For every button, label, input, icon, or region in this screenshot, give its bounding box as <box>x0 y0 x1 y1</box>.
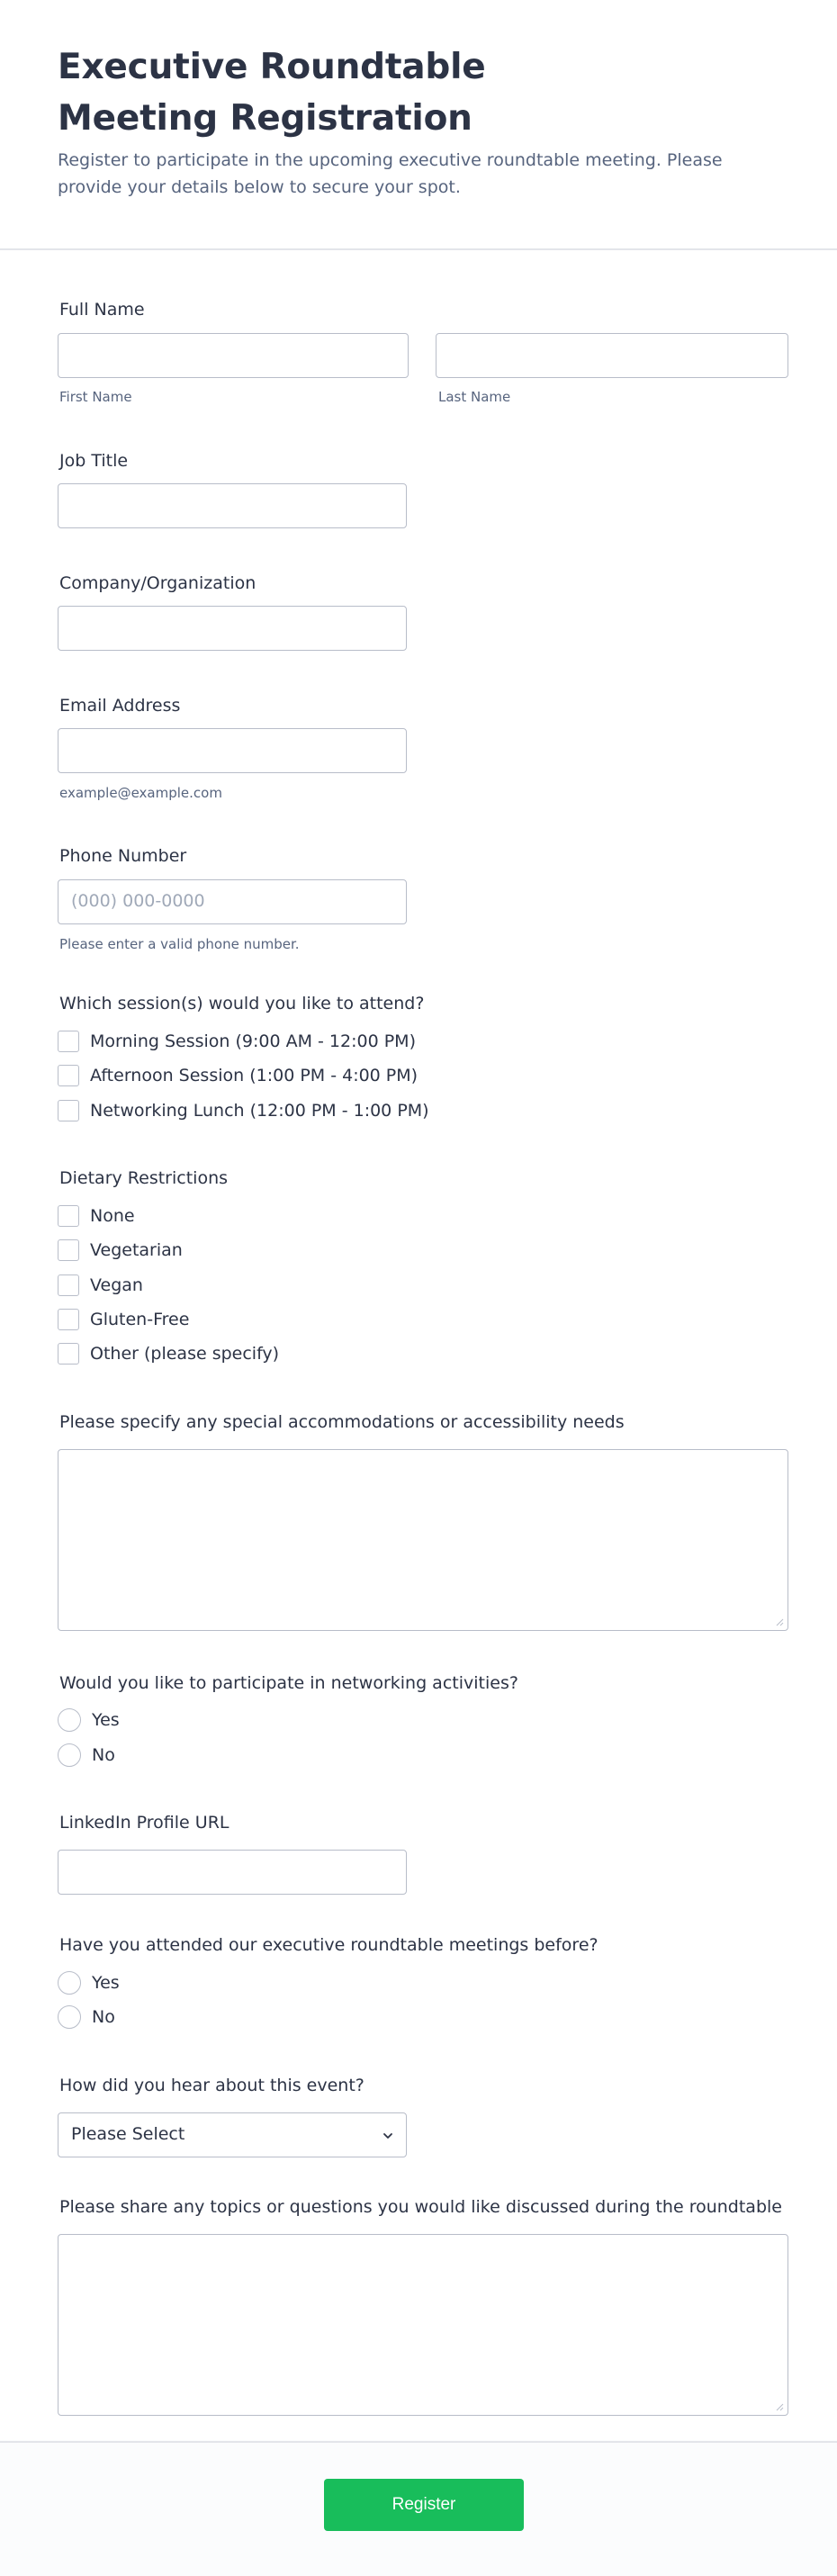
email-label: Email Address <box>59 696 181 716</box>
accommodations-label: Please specify any special accommodations or accessibility needs <box>59 1412 625 1432</box>
radio-button[interactable] <box>58 1743 81 1767</box>
email-input[interactable] <box>58 728 407 773</box>
accommodations-textarea[interactable] <box>58 1449 788 1631</box>
job-title-label: Job Title <box>59 451 129 471</box>
radio-button[interactable] <box>58 2005 81 2029</box>
first-name-input[interactable] <box>58 333 409 378</box>
page-title: Executive Roundtable Meeting Registration <box>58 47 486 139</box>
company-label: Company/Organization <box>59 573 256 593</box>
phone-sublabel: Please enter a valid phone number. <box>59 936 300 952</box>
dietary-option-label: Vegetarian <box>90 1240 183 1260</box>
networking-label: Would you like to participate in networking activities? <box>59 1673 518 1693</box>
dietary-option[interactable] <box>58 1308 189 1331</box>
dietary-option[interactable] <box>58 1274 143 1297</box>
networking-option-no[interactable] <box>58 1743 115 1767</box>
checkbox[interactable] <box>58 1065 79 1086</box>
checkbox[interactable] <box>58 1239 79 1261</box>
resize-grip-icon[interactable] <box>775 2402 784 2411</box>
checkbox[interactable] <box>58 1205 79 1227</box>
session-option-label: Morning Session (9:00 AM - 12:00 PM) <box>90 1031 416 1051</box>
register-button[interactable]: Register <box>324 2479 524 2531</box>
heard-select-value: Please Select <box>71 2124 185 2144</box>
sessions-label: Which session(s) would you like to attend? <box>59 994 425 1013</box>
checkbox[interactable] <box>58 1309 79 1330</box>
phone-placeholder: (000) 000-0000 <box>71 891 205 911</box>
dietary-option[interactable] <box>58 1342 279 1365</box>
phone-label: Phone Number <box>59 846 187 866</box>
linkedin-label: LinkedIn Profile URL <box>59 1813 230 1833</box>
job-title-input[interactable] <box>58 483 407 528</box>
session-option-label: Networking Lunch (12:00 PM - 1:00 PM) <box>90 1101 429 1121</box>
heard-select[interactable] <box>58 2112 407 2157</box>
dietary-option-label: Gluten-Free <box>90 1310 190 1329</box>
last-name-input[interactable] <box>436 333 788 378</box>
linkedin-input[interactable] <box>58 1850 407 1895</box>
checkbox[interactable] <box>58 1274 79 1296</box>
form-header <box>0 0 837 250</box>
attended-option-yes[interactable] <box>58 1971 120 1995</box>
dietary-option[interactable] <box>58 1204 135 1228</box>
dietary-option[interactable] <box>58 1238 183 1262</box>
session-option[interactable] <box>58 1064 418 1087</box>
resize-grip-icon[interactable] <box>775 1617 784 1626</box>
topics-textarea[interactable] <box>58 2234 788 2416</box>
registration-form <box>0 250 837 2440</box>
chevron-down-icon <box>379 2127 397 2145</box>
session-option[interactable] <box>58 1030 416 1053</box>
attended-option-label: No <box>92 2007 115 2027</box>
attended-label: Have you attended our executive roundtable meetings before? <box>59 1935 598 1955</box>
dietary-option-label: Vegan <box>90 1275 143 1295</box>
email-sublabel: example@example.com <box>59 785 222 801</box>
session-option-label: Afternoon Session (1:00 PM - 4:00 PM) <box>90 1066 418 1085</box>
dietary-label: Dietary Restrictions <box>59 1168 229 1188</box>
attended-option-label: Yes <box>92 1973 120 1993</box>
company-input[interactable] <box>58 606 407 651</box>
full-name-label: Full Name <box>59 300 145 320</box>
phone-input[interactable] <box>58 879 407 924</box>
topics-label: Please share any topics or questions you would like discussed during the roundtable <box>59 2197 782 2217</box>
dietary-option-label: None <box>90 1206 135 1226</box>
radio-button[interactable] <box>58 1708 81 1732</box>
networking-option-yes[interactable] <box>58 1708 120 1732</box>
page-subtitle: Register to participate in the upcoming executive roundtable meeting. Please provide your details below to secure your spot. <box>58 150 723 197</box>
networking-option-label: No <box>92 1745 115 1765</box>
checkbox[interactable] <box>58 1343 79 1365</box>
first-name-sublabel: First Name <box>59 389 132 405</box>
form-footer <box>0 2441 837 2576</box>
networking-option-label: Yes <box>92 1710 120 1730</box>
dietary-option-label: Other (please specify) <box>90 1344 280 1364</box>
last-name-sublabel: Last Name <box>438 389 511 405</box>
checkbox[interactable] <box>58 1031 79 1052</box>
session-option[interactable] <box>58 1099 429 1122</box>
checkbox[interactable] <box>58 1100 79 1121</box>
heard-label: How did you hear about this event? <box>59 2076 364 2095</box>
radio-button[interactable] <box>58 1971 81 1995</box>
attended-option-no[interactable] <box>58 2005 115 2029</box>
